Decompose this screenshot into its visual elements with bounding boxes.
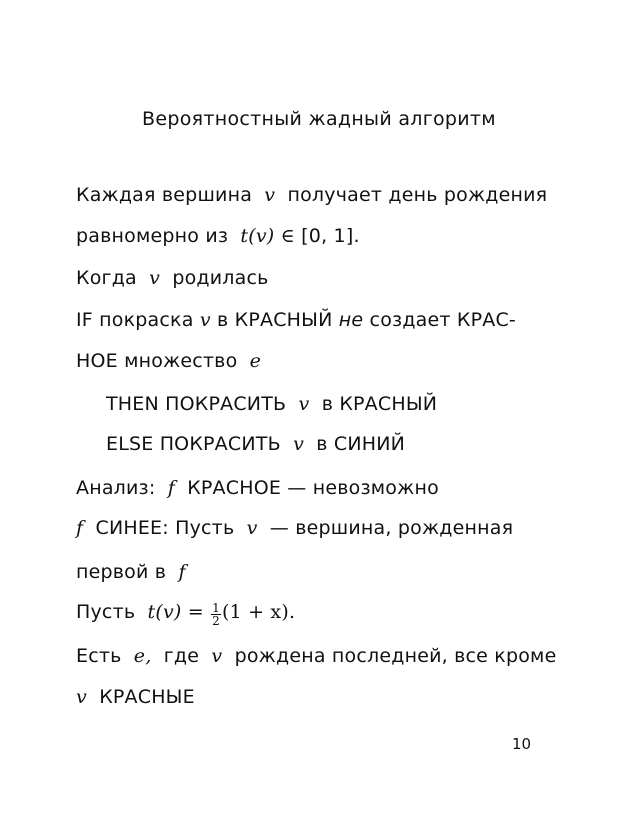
math-expr: t(v) = — [147, 601, 211, 623]
line-text: Когда — [76, 267, 137, 289]
line-text: Анализ: — [76, 477, 156, 499]
math-var: f — [178, 561, 186, 583]
text-line-12 — [76, 645, 556, 667]
math-expr: t(v) ∈ — [240, 225, 302, 247]
emphasis-text: не — [338, 309, 364, 331]
line-text: родилась — [172, 267, 269, 289]
math-var: f — [76, 517, 84, 539]
line-text: где — [163, 645, 200, 667]
line-text: ELSE ПОКРАСИТЬ — [106, 433, 281, 455]
fraction-numerator: 1 — [212, 601, 220, 615]
line-text: НОЕ множество — [76, 350, 238, 372]
line-text: в КРАСНЫЙ — [321, 393, 438, 415]
text-line-9 — [76, 517, 513, 539]
line-text: Пусть — [76, 601, 136, 623]
math-var: v — [199, 309, 211, 331]
line-text: первой в — [76, 561, 167, 583]
text-line-13 — [76, 686, 195, 708]
math-var: e — [249, 350, 262, 372]
text-line-3 — [76, 267, 269, 289]
text-line-10 — [76, 561, 186, 583]
line-text: создает КРАС- — [369, 309, 516, 331]
line-text: СИНЕЕ: Пусть — [95, 517, 235, 539]
line-text: в СИНИЙ — [316, 433, 406, 455]
line-text: THEN ПОКРАСИТЬ — [106, 393, 287, 415]
text-line-4 — [76, 309, 516, 331]
page-number: 10 — [512, 735, 532, 753]
math-var: v — [298, 393, 310, 415]
text-line-6 — [106, 393, 437, 415]
line-text: КРАСНЫЕ — [99, 686, 195, 708]
line-text: рождена последней, все кроме — [234, 645, 557, 667]
text-line-8 — [76, 477, 439, 499]
line-text: IF покраска — [76, 309, 194, 331]
math-var: v — [76, 686, 87, 708]
text-line-11 — [76, 601, 295, 627]
slide-title: Вероятностный жадный алгоритм — [142, 108, 496, 130]
math-var: v — [293, 433, 304, 455]
text-line-7 — [106, 433, 405, 455]
math-interval: [0, 1]. — [301, 225, 360, 247]
line-text: КРАСНОЕ — невозможно — [187, 477, 439, 499]
text-line-2 — [76, 225, 360, 247]
line-text: получает день рождения — [287, 184, 548, 206]
math-var: v — [246, 517, 258, 539]
math-var: v — [211, 645, 223, 667]
line-text: в КРАСНЫЙ — [217, 309, 333, 331]
math-var: v — [149, 267, 161, 289]
math-var: f — [167, 477, 175, 499]
math-var: v — [264, 184, 276, 206]
text-line-1 — [76, 184, 547, 206]
math-fraction — [211, 602, 221, 627]
math-var: e, — [133, 645, 152, 667]
math-expr: (1 + x). — [221, 601, 296, 623]
text-line-5 — [76, 350, 261, 372]
line-text: равномерно из — [76, 225, 229, 247]
line-text: Есть — [76, 645, 122, 667]
line-text: Каждая вершина — [76, 184, 253, 206]
fraction-denominator: 2 — [212, 614, 220, 628]
line-text: — вершина, рожденная — [269, 517, 514, 539]
